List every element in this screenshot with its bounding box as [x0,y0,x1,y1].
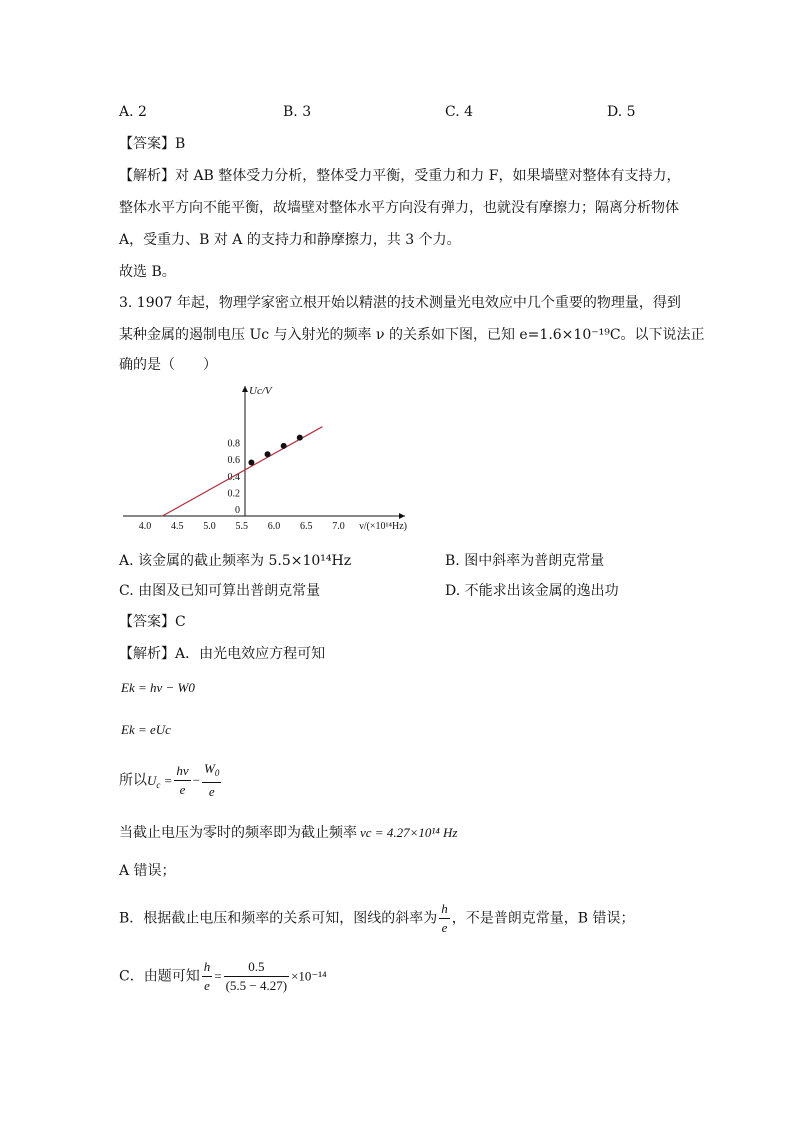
analysis-tag: 【解析】 [119,168,175,184]
q3-stem-line-2: 某种金属的遏制电压 Uc 与入射光的频率 ν 的关系如下图，已知 e=1.6×10⁻¹⁹C。以下说法正 [119,327,705,343]
answer-value: C [175,614,186,630]
equation-1: Ek = hν − W0 [121,680,195,695]
y-axis-arrow [242,386,248,392]
x-tick-label: 4.5 [171,521,184,532]
q3-stem-line-3: 确的是（ ） [119,357,217,373]
data-point [281,443,287,449]
a-wrong: A 错误； [119,863,176,879]
x-tick-label: 4.0 [138,521,152,532]
fraction-h-e: $\frac{h}{e}$ [203,959,211,993]
y-tick-label: 0.2 [227,488,240,500]
q3-option-b: B. 图中斜率为普朗克常量 [445,553,605,569]
y-tick-label: 0.4 [227,471,240,483]
q2-option-a: A. 2 [119,104,147,120]
q3-answer [119,612,186,632]
q2-analysis-line-2: 整体水平方向不能平衡，故墙壁对整体水平方向没有弹力，也就没有摩擦力；隔离分析物体 [119,200,679,216]
y-tick-label: 0.6 [227,455,240,467]
data-point [297,435,303,441]
fraction-h-e: $\frac{h}{e}$ [441,901,448,935]
q3-option-d: D. 不能求出该金属的逸出功 [445,583,619,599]
x-axis-arrow [399,513,405,519]
q2-option-b: B. 3 [283,104,312,120]
q3-stem-line-1: 3. 1907 年起，物理学家密立根开始以精湛的技术测量光电效应中几个重要的物理量，得到 [119,295,681,311]
fraction-w0-e: $\frac{W_0}{e}$ [204,761,220,799]
x-tick-label: 7.0 [332,521,345,532]
answer-tag: 【答案】 [119,614,175,630]
x-tick-label: 5.5 [235,521,248,532]
answer-tag: 【答案】 [119,136,175,152]
q2-answer [119,134,185,154]
q2-option-d: D. 5 [607,104,636,120]
equation-3: 所以$U_c$ = $\frac{h\nu}{e}$ − $\frac{W_0}{e}$ [119,761,220,799]
y-axis-label: Uc/V [249,385,272,397]
q2-analysis-line-1: 【解析】对 AB 整体受力分析，整体受力平衡，受重力和力 F，如果墙壁对整体有支持力， [119,168,681,184]
q2-option-c: C. 4 [445,104,474,120]
x-tick-label: 6.5 [300,521,313,532]
data-point [248,460,254,466]
fraction-hv-e: $\frac{h\nu}{e}$ [176,763,189,797]
fraction-slope: $\frac{0.5}{(5.5 - 4.27)}$ [225,959,288,993]
so-prefix: 所以 [119,772,147,789]
q3-option-a: A. 该金属的截止频率为 5.5×10¹⁴Hz [119,553,352,569]
c-analysis: C．由题可知 $\frac{h}{e}$ = $\frac{0.5}{(5.5 - 4.27)}$ ×10⁻¹⁴ [119,959,327,993]
b-analysis: B．根据截止电压和频率的关系可知，图线的斜率为 $\frac{h}{e}$ ，不是普朗克常量，B 错误； [119,901,635,935]
analysis-tag: 【解析】 [119,646,175,662]
x-tick-label: 5.0 [203,521,216,532]
y-tick-label: 0.8 [227,438,240,450]
uc-vs-frequency-chart [115,378,435,538]
x-axis-label: ν/(×10¹⁴Hz) [359,521,407,532]
q2-conclusion: 故选 B。 [119,264,176,280]
q3-analysis-a: 【解析】A．由光电效应方程可知 [119,646,326,662]
y-tick-label: 0 [235,505,240,516]
answer-value: B [175,136,186,152]
data-point [265,451,271,457]
q3-option-c: C. 由图及已知可算出普朗克常量 [119,583,321,599]
q2-analysis-line-3: A，受重力、B 对 A 的支持力和静摩擦力，共 3 个力。 [119,232,461,248]
equation-2: Ek = eUc [121,722,171,737]
cutoff-frequency-line: 当截止电压为零时的频率即为截止频率 νc = 4.27×10¹⁴ Hz [119,825,458,841]
x-tick-label: 6.0 [267,521,281,532]
